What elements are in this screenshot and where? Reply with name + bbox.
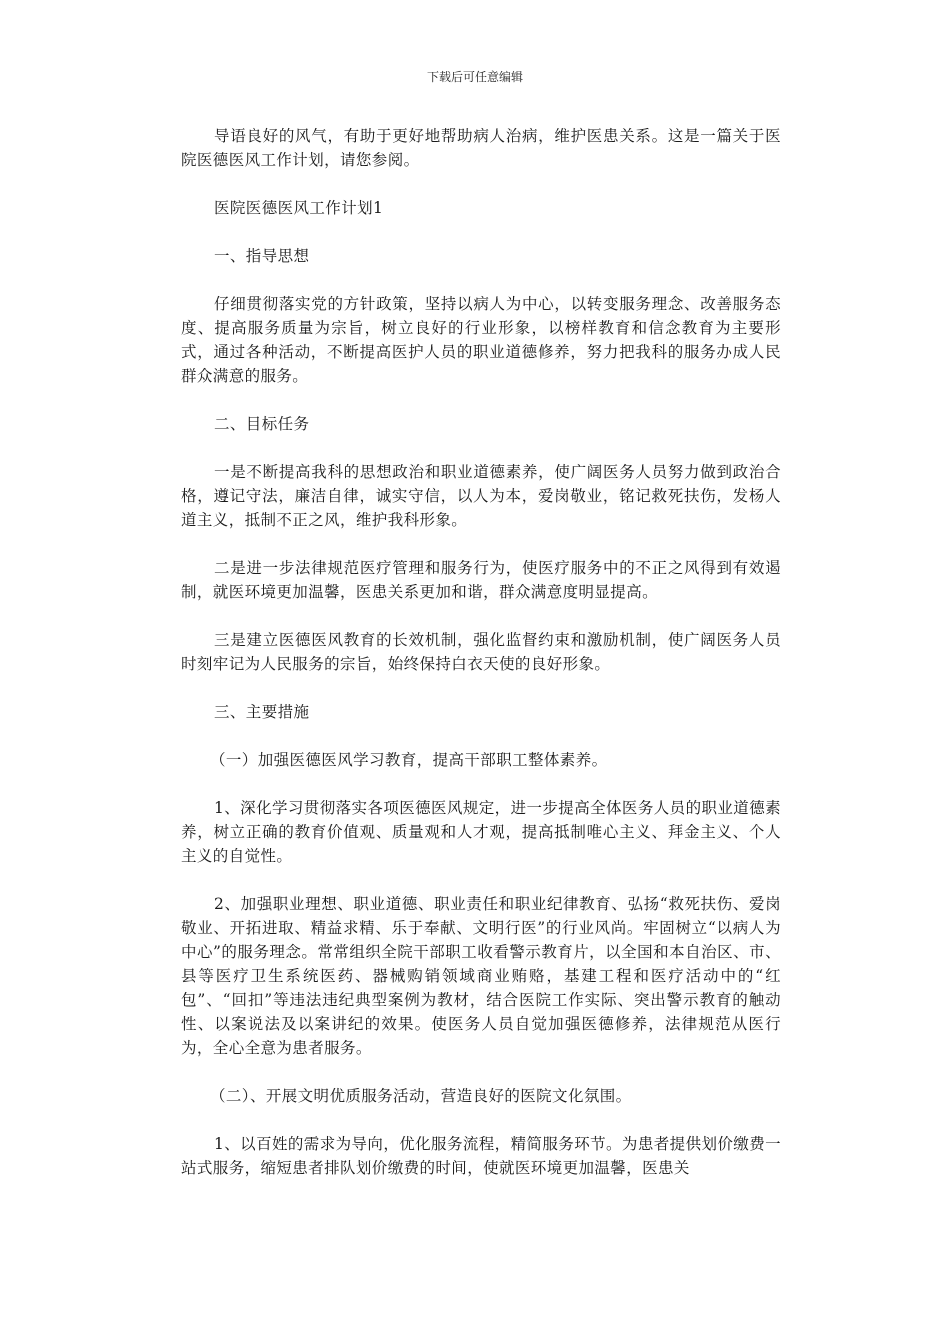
subsection-heading-1: （一）加强医德医风学习教育，提高干部职工整体素养。 <box>210 751 608 769</box>
measure-paragraph-2: 2、加强职业理想、职业道德、职业责任和职业纪律教育、弘扬“救死扶伤、爱岗敬业、开拓进取、精益求精、乐于奉献、文明行医”的行业风尚。牢固树立“以病人为中心”的服务理念。常常组织全院干部职工收看警示教育片，以全国和本自治区、市、县等医疗卫生系统医药、器械购销领域商业贿赂，基建工程和医疗活动中的“红包”、“回扣”等违法违纪典型案例为教材，结合医院工作实际、突出警示教育的触动性、以案说法及以案讲纪的效果。使医务人员自觉加强医德修养，法律规范从医行为，全心全意为患者服务。 <box>181 895 781 1057</box>
document-title: 医院医德医风工作计划1 <box>214 199 384 217</box>
section-heading-measures: 三、主要措施 <box>214 703 310 721</box>
page-header: 下载后可任意编辑 <box>426 70 523 84</box>
service-paragraph-1: 1、以百姓的需求为导向，优化服务流程，精简服务环节。为患者提供划价缴费一站式服务，缩短患者排队划价缴费的时间，使就医环境更加温馨，医患关 <box>181 1135 781 1177</box>
section-heading-goals: 二、目标任务 <box>214 415 310 433</box>
goal-paragraph-2: 二是进一步法律规范医疗管理和服务行为，使医疗服务中的不正之风得到有效遏制，就医环境更加温馨，医患关系更加和谐，群众满意度明显提高。 <box>181 559 781 601</box>
subsection-heading-2: （二）、开展文明优质服务活动，营造良好的医院文化氛围。 <box>210 1087 632 1105</box>
goal-paragraph-1: 一是不断提高我科的思想政治和职业道德素养，使广阔医务人员努力做到政治合格，遵记守法，廉洁自律，诚实守信，以人为本，爱岗敬业，铭记救死扶伤，发杨人道主义，抵制不正之风，维护我科形象。 <box>181 463 781 529</box>
measure-paragraph-1: 1、深化学习贯彻落实各项医德医风规定，进一步提高全体医务人员的职业道德素养，树立正确的教育价值观、质量观和人才观，提高抵制唯心主义、拜金主义、个人主义的自觉性。 <box>181 799 781 865</box>
intro-paragraph: 导语良好的风气，有助于更好地帮助病人治病，维护医患关系。这是一篇关于医院医德医风工作计划，请您参阅。 <box>181 127 781 169</box>
goal-paragraph-3: 三是建立医德医风教育的长效机制，强化监督约束和激励机制，使广阔医务人员时刻牢记为人民服务的宗旨，始终保持白衣天使的良好形象。 <box>181 631 781 673</box>
guiding-ideology-paragraph: 仔细贯彻落实党的方针政策，坚持以病人为中心，以转变服务理念、改善服务态度、提高服务质量为宗旨，树立良好的行业形象，以榜样教育和信念教育为主要形式，通过各种活动，不断提高医护人员的职业道德修养，努力把我科的服务办成人民群众满意的服务。 <box>181 295 781 385</box>
document-body <box>181 124 781 1180</box>
section-heading-guiding-ideology: 一、指导思想 <box>214 247 310 265</box>
